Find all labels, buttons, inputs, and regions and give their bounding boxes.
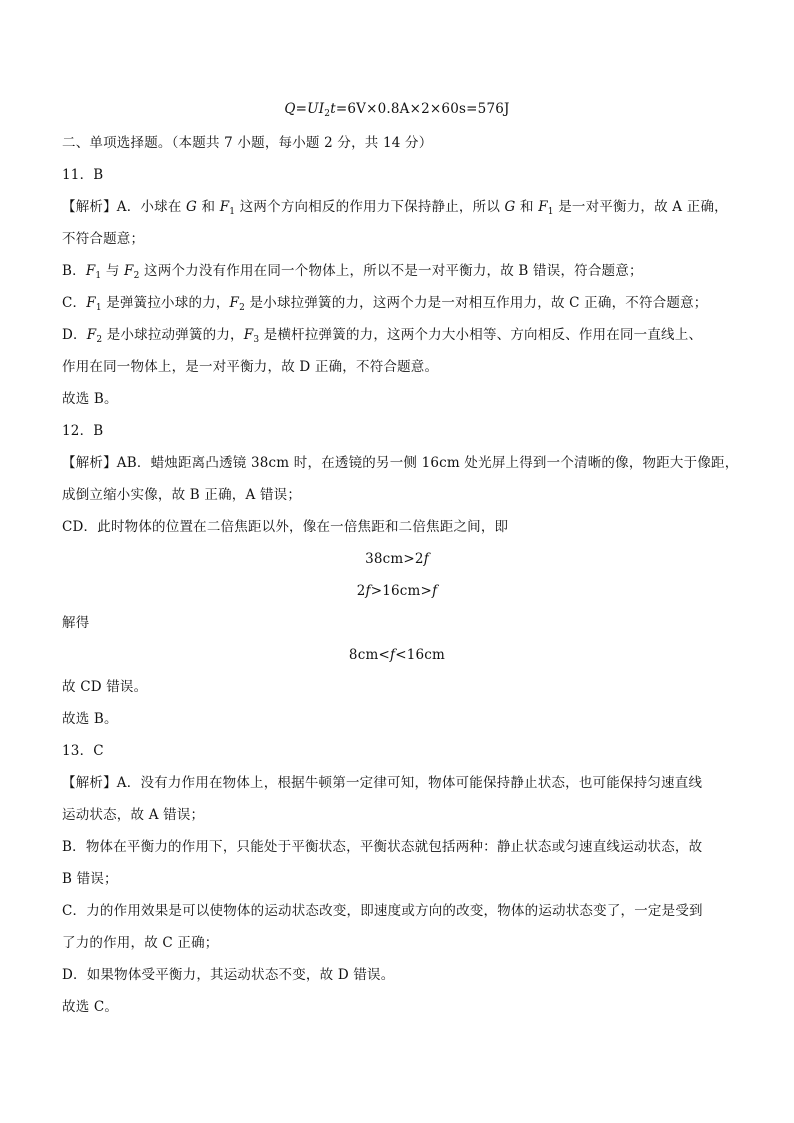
q12-equation-2: 2f>16cm>f: [356, 583, 438, 599]
q13-line-7: D．如果物体受平衡力，其运动状态不变，故 D 错误。: [62, 967, 395, 983]
q12-line-2: 成倒立缩小实像，故 B 正确，A 错误；: [62, 487, 302, 503]
q13-line-5: C．力的作用效果是可以使物体的运动状态改变，即速度或方向的改变，物体的运动状态变了，一定是受到: [62, 903, 703, 919]
q12-equation-3: 8cm<f<16cm: [348, 647, 446, 663]
q12-line-5: 故 CD 错误。: [62, 679, 148, 695]
section-title: 二、单项选择题。（本题共 7 小题，每小题 2 分，共 14 分）: [62, 135, 433, 151]
q12-line-4: 解得: [62, 615, 90, 631]
q12-line-1: 【解析】AB．蜡烛距离凸透镜 38cm 时，在透镜的另一侧 16cm 处光屏上得到一个清晰的像，物距大于像距，: [62, 455, 739, 471]
q13-line-3: B．物体在平衡力的作用下，只能处于平衡状态，平衡状态就包括两种：静止状态或匀速直线运动状态，故: [62, 839, 703, 855]
q11-answer: 11．B: [62, 167, 104, 183]
q12-conclusion: 故选 B。: [62, 711, 118, 727]
q11-conclusion: 故选 B。: [62, 391, 118, 407]
formula-heat: $Q=UI_2t=6V\times 0.8A\times 2\times 60s=576J$: [284, 101, 510, 119]
q11-line-5: D．$F_2$ 是小球拉动弹簧的力，$F_3$ 是横杆拉弹簧的力，这两个力大小相等、方向相反、作用在同一直线上、: [62, 327, 703, 345]
q11-line-3: B．$F_1$ 与 $F_2$ 这两个力没有作用在同一个物体上，所以不是一对平衡力，故 B 错误，符合题意；: [62, 263, 643, 281]
q13-line-1: 【解析】A．没有力作用在物体上，根据牛顿第一定律可知，物体可能保持静止状态，也可能保持匀速直线: [62, 775, 703, 791]
q11-line-6: 作用在同一物体上，是一对平衡力，故 D 正确，不符合题意。: [62, 359, 439, 375]
q13-conclusion: 故选 C。: [62, 999, 119, 1015]
q13-line-2: 运动状态，故 A 错误；: [62, 807, 205, 823]
q13-answer: 13．C: [62, 743, 104, 759]
q12-equation-1: 38cm>2f: [365, 551, 429, 567]
q11-line-1: 【解析】A．小球在 G 和 $F_1$ 这两个方向相反的作用力下保持静止，所以 G 和 $F_1$ 是一对平衡力，故 A 正确，: [62, 199, 728, 217]
q12-line-3: CD．此时物体的位置在二倍焦距以外，像在一倍焦距和二倍焦距之间，即: [62, 519, 509, 535]
q12-answer: 12．B: [62, 423, 104, 439]
q13-line-4: B 错误；: [62, 871, 118, 887]
q13-line-6: 了力的作用，故 C 正确；: [62, 935, 219, 951]
q11-line-4: C．$F_1$ 是弹簧拉小球的力，$F_2$ 是小球拉弹簧的力，这两个力是一对相互作用力，故 C 正确，不符合题意；: [62, 295, 708, 313]
q11-line-2: 不符合题意；: [62, 231, 145, 247]
